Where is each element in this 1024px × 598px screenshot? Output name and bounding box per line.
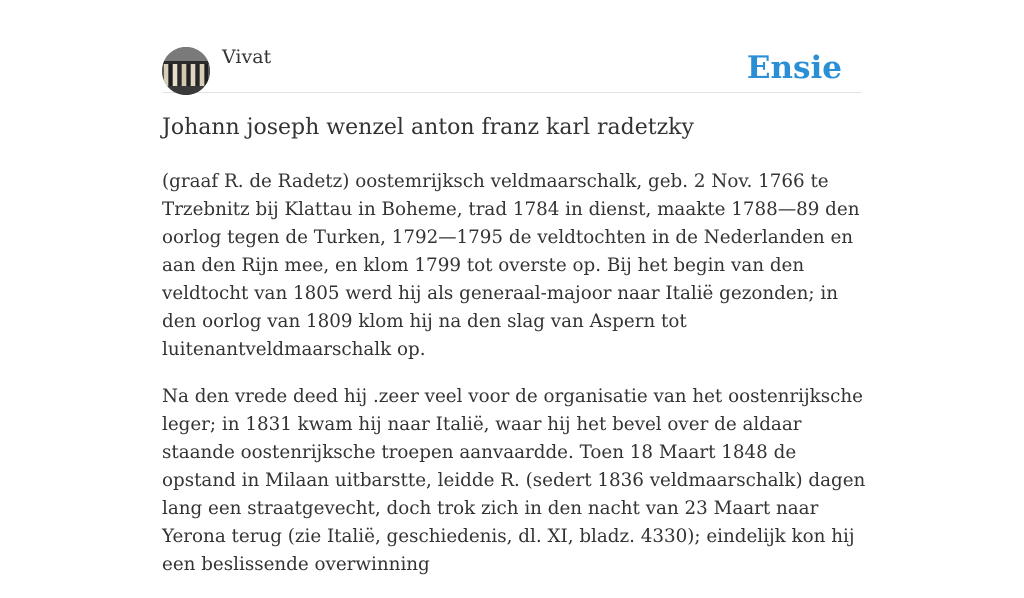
- article-body: [162, 168, 867, 598]
- author-name[interactable]: Vivat: [222, 46, 272, 68]
- article-paragraph: (graaf R. de Radetz) oostemrijksch veldmaarschalk, geb. 2 Nov. 1766 te Trzebnitz bij Klattau in Boheme, trad 1784 in dienst, maakte 1788—89 den oorlog tegen de Turken, 1792—1795 de veldtochten in de Nederlanden en aan den Rijn mee, en klom 1799 tot overste op. Bij het begin van den veldtocht van 1805 werd hij als generaal-majoor naar Italië gezonden; in den oorlog van 1809 klom hij na den slag van Aspern tot luitenantveldmaarschalk op.: [162, 171, 860, 360]
- article-paragraph: Na den vrede deed hij .zeer veel voor de organisatie van het oostenrijksche leger; in 1831 kwam hij naar Italië, waar hij het bevel over de aldaar staande oostenrijksche troepen aanvaardde. Toen 18 Maart 1848 de opstand in Milaan uitbarstte, leidde R. (sedert 1836 veldmaarschalk) dagen lang een straatgevecht, doch trok zich in den nacht van 23 Maart naar Yerona terug (zie Italië, geschiedenis, dl. XI, bladz. 4330); eindelijk kon hij een beslissende overwinning: [162, 386, 866, 575]
- site-logo[interactable]: Ensie: [746, 50, 842, 86]
- book-spines-icon: [162, 47, 210, 95]
- article-title: Johann joseph wenzel anton franz karl radetzky: [162, 115, 694, 140]
- author-avatar[interactable]: [162, 47, 210, 95]
- header: [162, 46, 862, 93]
